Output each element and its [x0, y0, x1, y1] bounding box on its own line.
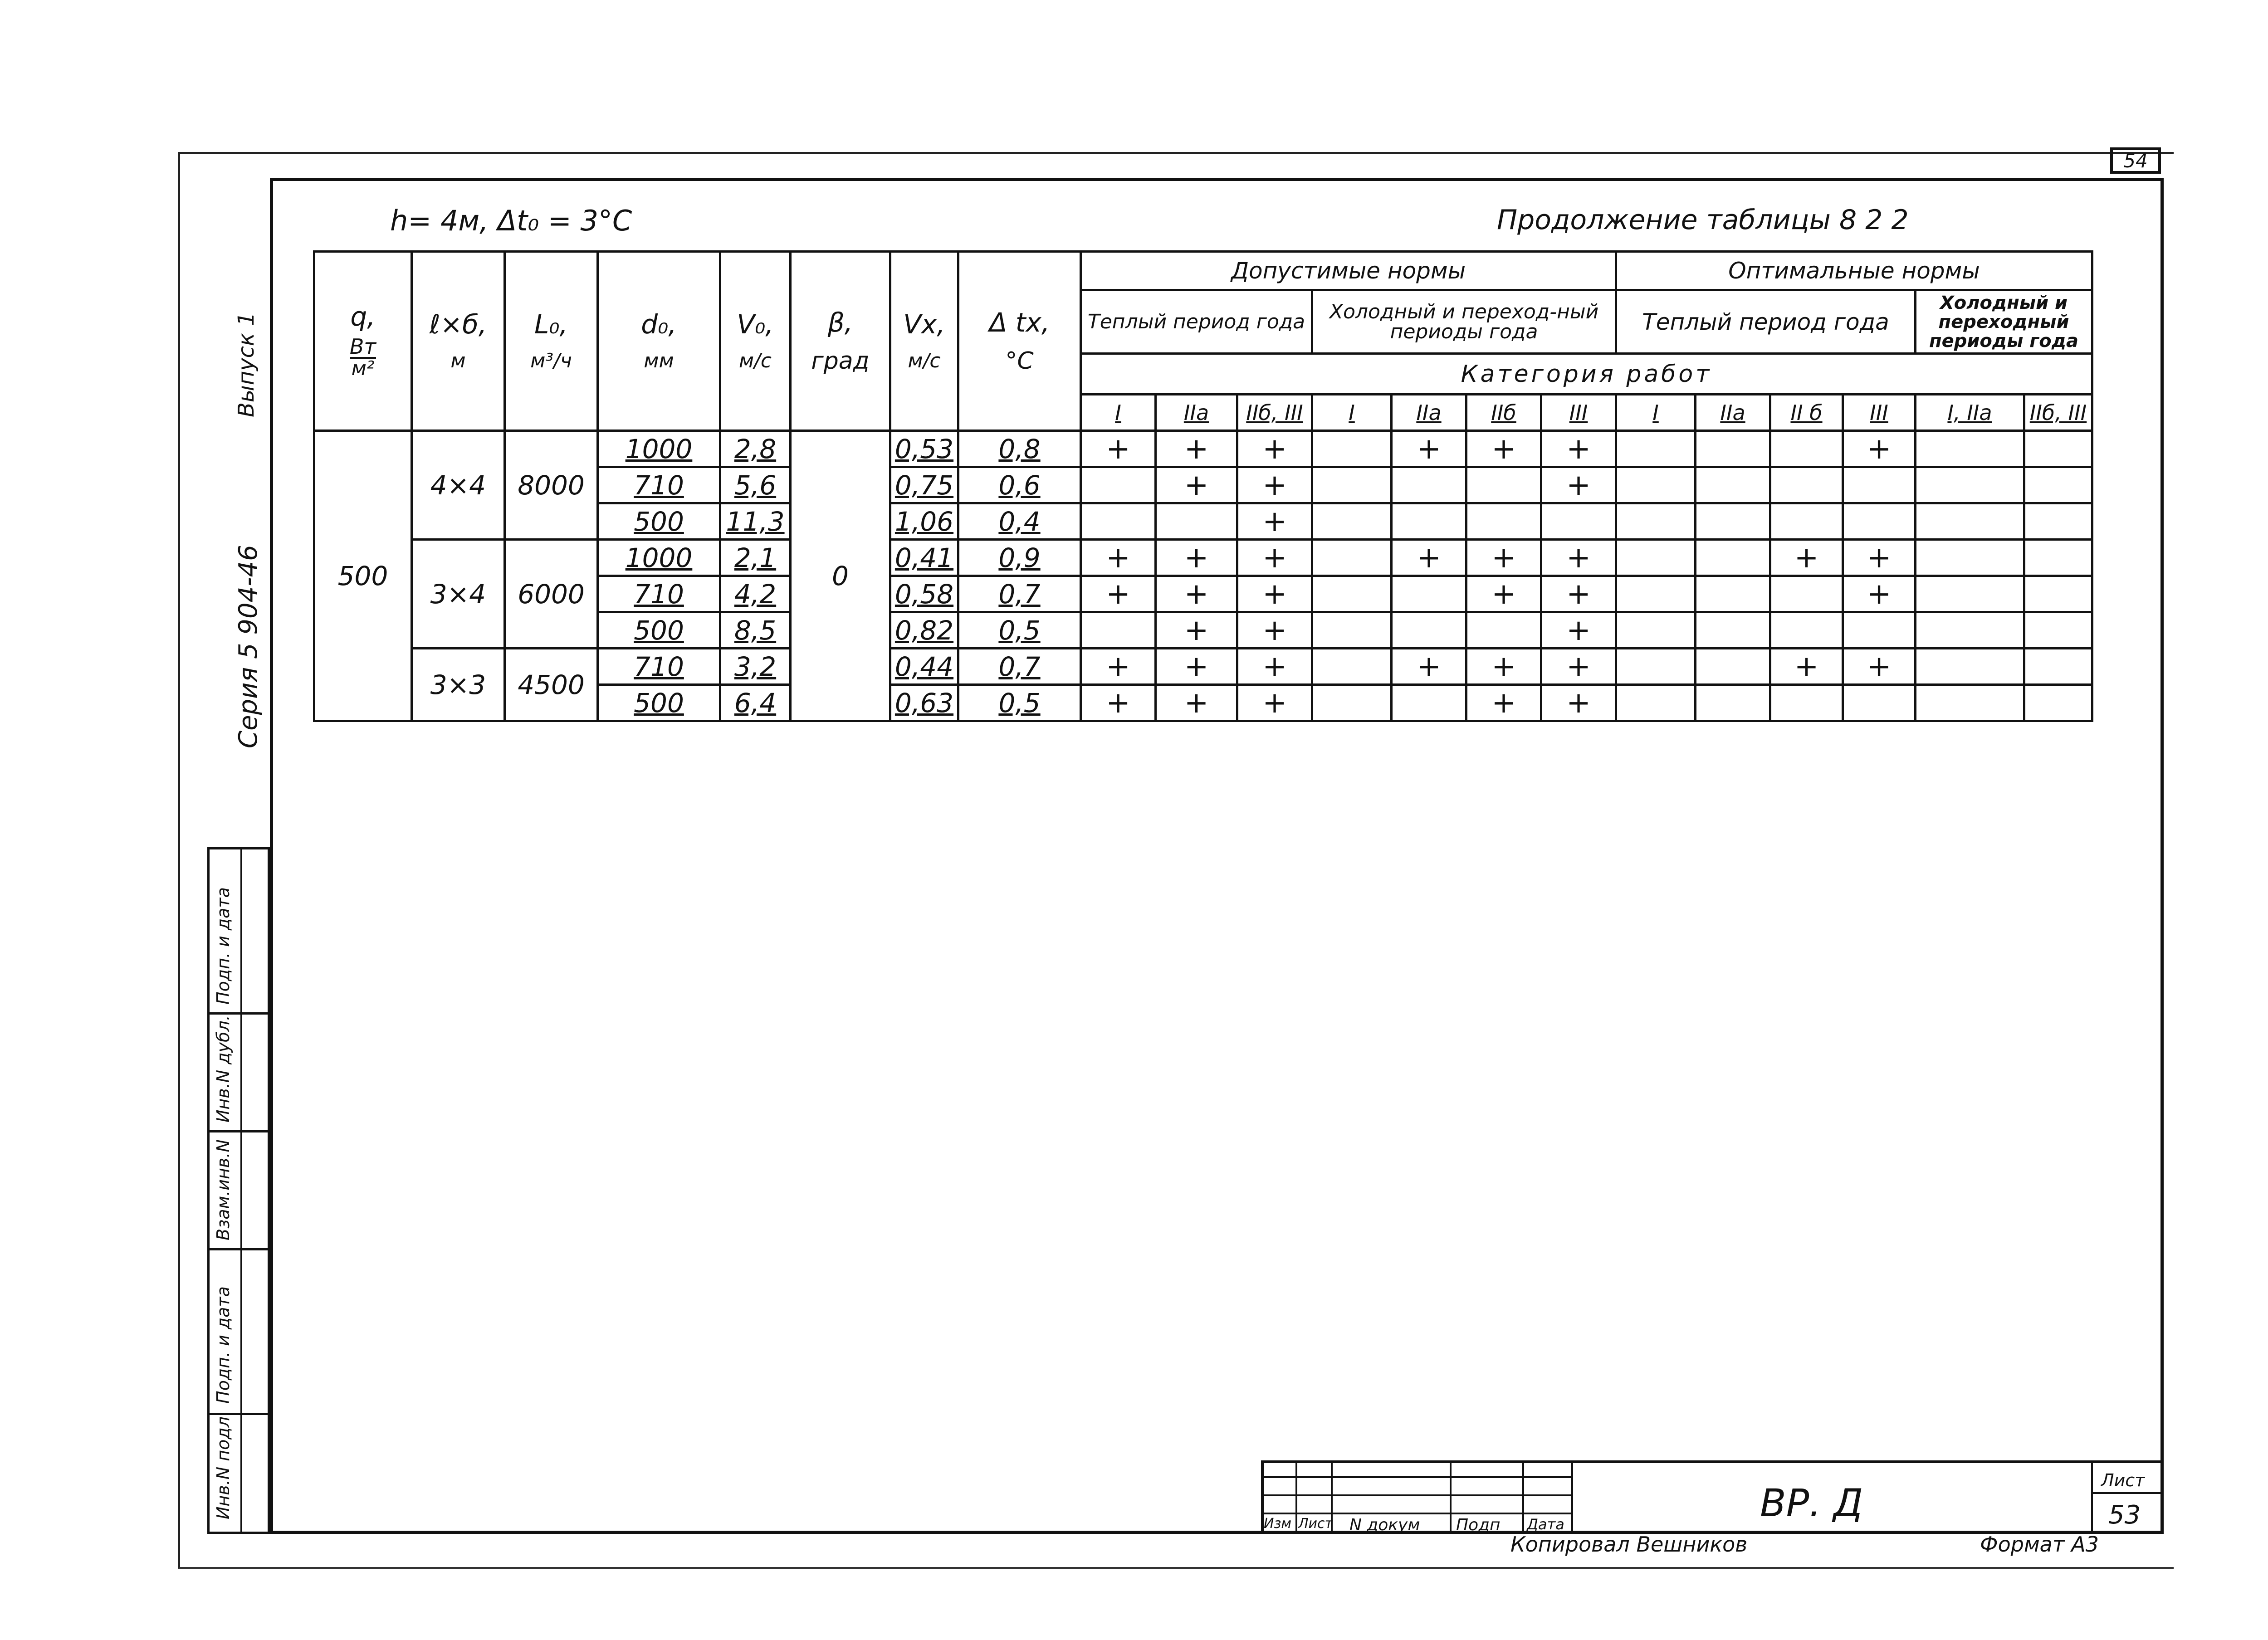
dtx-value-cell: 0,5 [958, 685, 1081, 721]
group-cold: Холодный и переход-ный периоды года [1312, 290, 1616, 354]
cat-1: I [1081, 395, 1156, 431]
norm-mark-cell [1916, 685, 2024, 721]
norm-mark-cell [1616, 503, 1696, 540]
col-L0-header: L₀, м³/ч [505, 252, 598, 431]
norm-mark-cell [1466, 503, 1541, 540]
norm-mark-cell [1466, 467, 1541, 503]
vx-value-cell: 0,58 [890, 576, 958, 612]
norm-mark-cell [1696, 503, 1770, 540]
v0-value-cell: 2,8 [720, 431, 791, 467]
norm-mark-cell: + [1237, 685, 1312, 721]
d0-value-cell: 710 [598, 467, 720, 503]
sheet-page-number: 53 [2108, 1500, 2141, 1530]
norm-mark-cell [1312, 503, 1392, 540]
norm-mark-cell [1616, 612, 1696, 649]
v0-value-cell: 4,2 [720, 576, 791, 612]
v0-value-cell: 2,1 [720, 540, 791, 576]
norm-mark-cell [1843, 467, 1916, 503]
col-beta-header: β, град [791, 252, 890, 431]
norm-mark-cell: + [1843, 649, 1916, 685]
norm-mark-cell: + [1541, 649, 1616, 685]
d0-value-cell: 500 [598, 612, 720, 649]
norm-mark-cell [1916, 612, 2024, 649]
dtx-value-cell: 0,7 [958, 576, 1081, 612]
cat-6: IIб [1466, 395, 1541, 431]
norm-mark-cell [1312, 612, 1392, 649]
dtx-value-cell: 0,6 [958, 467, 1081, 503]
beta-value-cell: 0 [791, 431, 890, 721]
norm-mark-cell: + [1237, 540, 1312, 576]
norm-mark-cell [1696, 540, 1770, 576]
group-permissible: Допустимые нормы [1081, 252, 1616, 290]
norm-mark-cell [1466, 612, 1541, 649]
field-replace-inv: Взам.инв.N [213, 1139, 233, 1240]
norm-mark-cell: + [1541, 467, 1616, 503]
dtx-value-cell: 0,5 [958, 612, 1081, 649]
norm-mark-cell [1616, 649, 1696, 685]
col-v0-header: V₀, м/с [720, 252, 791, 431]
norm-mark-cell: + [1466, 649, 1541, 685]
norm-mark-cell: + [1156, 612, 1237, 649]
vx-value-cell: 0,82 [890, 612, 958, 649]
norm-mark-cell [1312, 576, 1392, 612]
norm-mark-cell [1616, 685, 1696, 721]
vx-value-cell: 0,44 [890, 649, 958, 685]
norm-mark-cell [2024, 576, 2092, 612]
norm-mark-cell: + [1541, 540, 1616, 576]
norm-mark-cell: + [1237, 612, 1312, 649]
norm-mark-cell [1770, 576, 1843, 612]
norm-mark-cell [1916, 503, 2024, 540]
dtx-value-cell: 0,4 [958, 503, 1081, 540]
v0-value-cell: 6,4 [720, 685, 791, 721]
vx-value-cell: 1,06 [890, 503, 958, 540]
norm-mark-cell [1696, 612, 1770, 649]
norm-mark-cell: + [1081, 576, 1156, 612]
norm-mark-cell: + [1237, 503, 1312, 540]
norm-mark-cell: + [1770, 540, 1843, 576]
norm-mark-cell [1843, 503, 1916, 540]
table-row [314, 540, 2092, 576]
stamp-label-list: Лист [1298, 1516, 1333, 1532]
norm-mark-cell [1843, 685, 1916, 721]
norm-mark-cell [1916, 467, 2024, 503]
norm-mark-cell: + [1466, 540, 1541, 576]
vx-value-cell: 0,53 [890, 431, 958, 467]
norm-mark-cell: + [1466, 685, 1541, 721]
norm-mark-cell: + [1081, 649, 1156, 685]
d0-value-cell: 710 [598, 576, 720, 612]
col-q-header: q, Вт м² [314, 252, 412, 431]
stamp-label-sign: Подп [1456, 1516, 1501, 1534]
v0-value-cell: 5,6 [720, 467, 791, 503]
norm-mark-cell [1696, 685, 1770, 721]
norm-mark-cell: + [1392, 431, 1466, 467]
cat-2: IIа [1156, 395, 1237, 431]
norm-mark-cell: + [1081, 431, 1156, 467]
d0-value-cell: 1000 [598, 431, 720, 467]
norm-mark-cell: + [1541, 576, 1616, 612]
d0-value-cell: 500 [598, 503, 720, 540]
field-inv-orig: Инв.N подл [213, 1416, 233, 1519]
cat-3: IIб, III [1237, 395, 1312, 431]
sheet-number: 54 [2110, 147, 2161, 174]
v0-value-cell: 11,3 [720, 503, 791, 540]
norm-mark-cell: + [1466, 576, 1541, 612]
norm-mark-cell [1696, 431, 1770, 467]
d0-value-cell: 710 [598, 649, 720, 685]
vx-value-cell: 0,63 [890, 685, 958, 721]
norm-mark-cell [1843, 612, 1916, 649]
norm-mark-cell: + [1541, 612, 1616, 649]
norm-mark-cell [1916, 649, 2024, 685]
norm-mark-cell: + [1237, 576, 1312, 612]
q-value-cell: 500 [314, 431, 412, 721]
norms-table [313, 250, 2093, 722]
copied-by-note: Копировал Вешников [1510, 1532, 1748, 1557]
norm-mark-cell: + [1541, 431, 1616, 467]
norm-mark-cell: + [1237, 649, 1312, 685]
norm-mark-cell [1616, 431, 1696, 467]
norm-mark-cell: + [1156, 540, 1237, 576]
issue-label: Выпуск 1 [234, 312, 259, 417]
field-inv-dup: Инв.N дубл. [213, 1015, 233, 1123]
norm-mark-cell [1392, 576, 1466, 612]
format-label: Формат А3 [1980, 1532, 2099, 1557]
norm-mark-cell: + [1843, 576, 1916, 612]
document-code: ВР. Д [1760, 1481, 1863, 1525]
stamp-label-date: Дата [1527, 1516, 1564, 1533]
norm-mark-cell [2024, 503, 2092, 540]
norm-mark-cell [1541, 503, 1616, 540]
cat-8: I [1616, 395, 1696, 431]
vx-value-cell: 0,41 [890, 540, 958, 576]
norm-mark-cell [2024, 685, 2092, 721]
col-dtx-header: Δ tx, °C [958, 252, 1081, 431]
group-cold-optimal: Холодный и переходный периоды года [1916, 290, 2092, 354]
norm-mark-cell: + [1237, 431, 1312, 467]
norm-mark-cell: + [1156, 576, 1237, 612]
norm-mark-cell [2024, 612, 2092, 649]
cat-4: I [1312, 395, 1392, 431]
norm-mark-cell [1916, 431, 2024, 467]
norm-mark-cell [2024, 540, 2092, 576]
norm-mark-cell: + [1392, 540, 1466, 576]
norm-mark-cell [1696, 576, 1770, 612]
norm-mark-cell [1616, 540, 1696, 576]
norm-mark-cell [1081, 503, 1156, 540]
cat-12: I, IIа [1916, 395, 2024, 431]
norm-mark-cell: + [1156, 685, 1237, 721]
d0-value-cell: 500 [598, 685, 720, 721]
norm-mark-cell [1312, 649, 1392, 685]
stamp-label-doc: N докум [1349, 1516, 1420, 1534]
norm-mark-cell [1312, 685, 1392, 721]
norm-mark-cell [1770, 431, 1843, 467]
norm-mark-cell: + [1156, 649, 1237, 685]
lxb-value-cell: 4×4 [412, 431, 505, 540]
col-lxb-header: ℓ×б, м [412, 252, 505, 431]
sheet-label: Лист [2101, 1470, 2145, 1490]
norm-mark-cell [1696, 649, 1770, 685]
category-header: Категория работ [1081, 354, 2092, 395]
norm-mark-cell [1770, 612, 1843, 649]
cat-13: IIб, III [2024, 395, 2092, 431]
norm-mark-cell [2024, 467, 2092, 503]
table-row [314, 649, 2092, 685]
norm-mark-cell: + [1770, 649, 1843, 685]
cat-11: III [1843, 395, 1916, 431]
norm-mark-cell: + [1156, 431, 1237, 467]
field-sign-date-2: Подп. и дата [213, 887, 233, 1005]
norm-mark-cell [1081, 467, 1156, 503]
norm-mark-cell [1770, 503, 1843, 540]
norm-mark-cell [1616, 576, 1696, 612]
dtx-value-cell: 0,9 [958, 540, 1081, 576]
lxb-value-cell: 3×4 [412, 540, 505, 649]
norm-mark-cell [1392, 612, 1466, 649]
L0-value-cell: 8000 [505, 431, 598, 540]
norm-mark-cell: + [1843, 431, 1916, 467]
dtx-value-cell: 0,7 [958, 649, 1081, 685]
vx-value-cell: 0,75 [890, 467, 958, 503]
col-d0-header: d₀, мм [598, 252, 720, 431]
L0-value-cell: 4500 [505, 649, 598, 721]
norm-mark-cell [1312, 540, 1392, 576]
conditions-note: h= 4м, Δt₀ = 3°C [390, 204, 632, 237]
norm-mark-cell [1392, 467, 1466, 503]
norm-mark-cell [2024, 649, 2092, 685]
norm-mark-cell: + [1237, 467, 1312, 503]
norm-mark-cell [1081, 612, 1156, 649]
lxb-value-cell: 3×3 [412, 649, 505, 721]
norm-mark-cell [1770, 467, 1843, 503]
cat-9: IIа [1696, 395, 1770, 431]
L0-value-cell: 6000 [505, 540, 598, 649]
stamp-label-izm: Изм [1264, 1516, 1292, 1532]
table-row [314, 431, 2092, 467]
norm-mark-cell: + [1466, 431, 1541, 467]
norm-mark-cell: + [1843, 540, 1916, 576]
norm-mark-cell [1696, 467, 1770, 503]
norm-mark-cell: + [1156, 467, 1237, 503]
series-label: Серия 5 904-46 [234, 545, 263, 748]
norm-mark-cell [1156, 503, 1237, 540]
d0-value-cell: 1000 [598, 540, 720, 576]
col-vx-header: Vx, м/с [890, 252, 958, 431]
v0-value-cell: 3,2 [720, 649, 791, 685]
dtx-value-cell: 0,8 [958, 431, 1081, 467]
norm-mark-cell [1312, 431, 1392, 467]
norm-mark-cell [1616, 467, 1696, 503]
cat-10: II б [1770, 395, 1843, 431]
group-warm: Теплый период года [1081, 290, 1312, 354]
norm-mark-cell: + [1392, 649, 1466, 685]
group-optimal: Оптимальные нормы [1616, 252, 2092, 290]
cat-5: IIа [1392, 395, 1466, 431]
norm-mark-cell [1770, 685, 1843, 721]
norm-mark-cell [1916, 576, 2024, 612]
norm-mark-cell: + [1081, 685, 1156, 721]
field-sign-date-1: Подп. и дата [213, 1286, 233, 1404]
norm-mark-cell [1312, 467, 1392, 503]
group-warm-optimal: Теплый период года [1616, 290, 1916, 354]
norm-mark-cell [1392, 503, 1466, 540]
norm-mark-cell [1916, 540, 2024, 576]
norm-mark-cell: + [1541, 685, 1616, 721]
norm-mark-cell: + [1081, 540, 1156, 576]
cat-7: III [1541, 395, 1616, 431]
norm-mark-cell [2024, 431, 2092, 467]
norm-mark-cell [1392, 685, 1466, 721]
v0-value-cell: 8,5 [720, 612, 791, 649]
table-title: Продолжение таблицы 8 2 2 [1497, 204, 1909, 236]
